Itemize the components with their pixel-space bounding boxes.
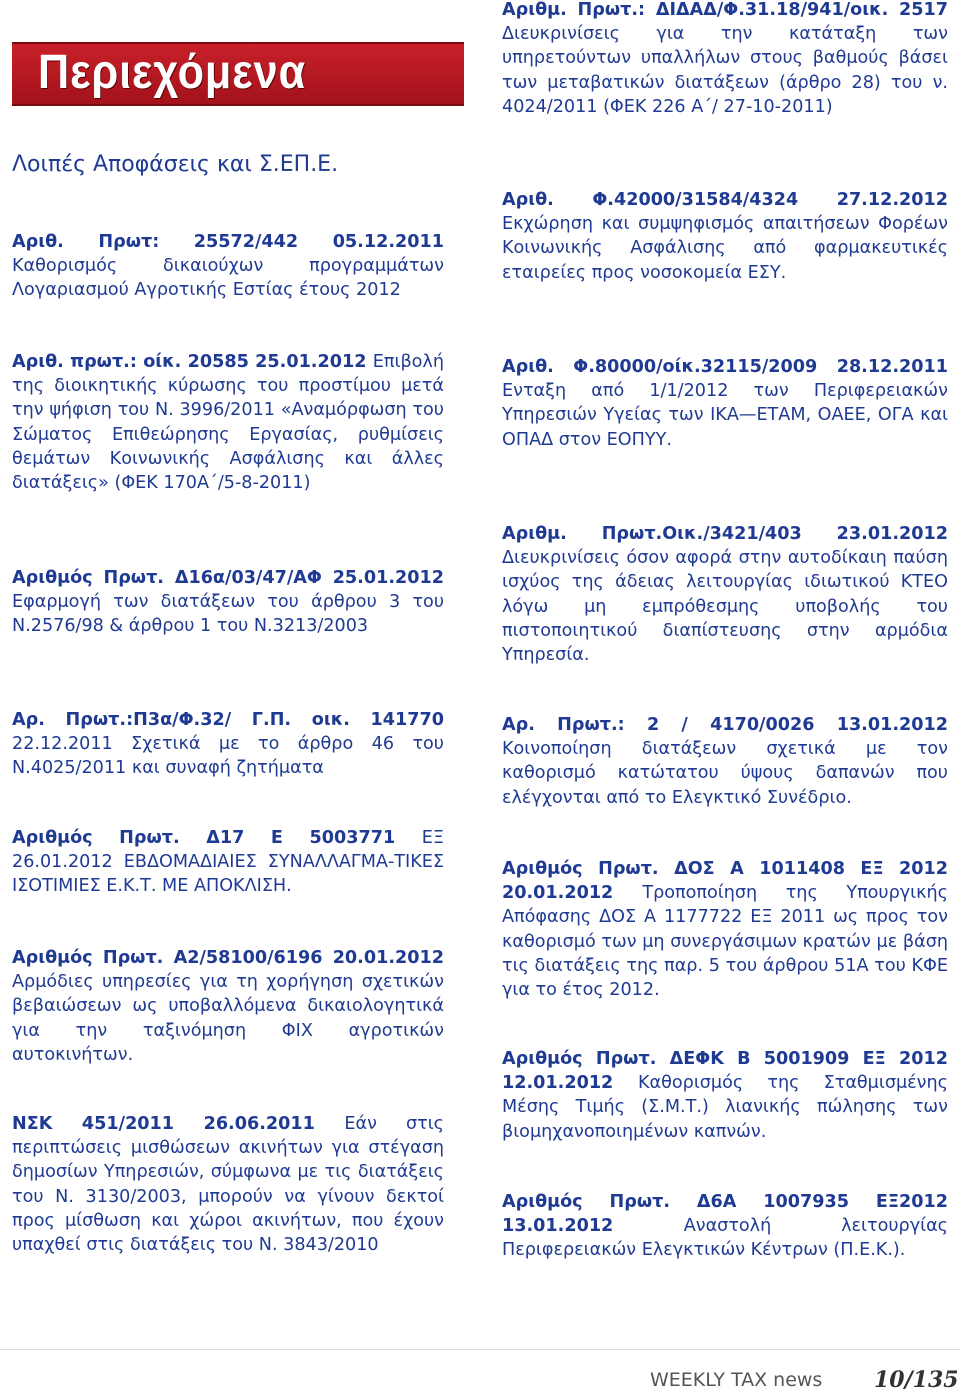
entry-reference: Αριθ. Φ.80000/οίκ.32115/2009 28.12.2011 (502, 357, 948, 377)
entry-reference: ΝΣΚ 451/2011 26.06.2011 (12, 1114, 345, 1134)
list-item[interactable] (502, 522, 948, 667)
list-item[interactable] (12, 350, 444, 495)
entry-reference: Αριθ. πρωτ.: οίκ. 20585 25.01.2012 (12, 352, 373, 372)
entry-reference: Αριθμ. Πρωτ.Οικ./3421/403 23.01.2012 (502, 524, 948, 544)
list-item[interactable] (12, 230, 444, 303)
list-item[interactable] (502, 857, 948, 1002)
entry-description: Επιβολή της διοικητικής κύρωσης του προστίμου μετά την ψήφιση του Ν. 3996/2011 «Αναμόρφωση του Σώματος Επιθεώρησης Εργασίας, ρυθμίσεις θεμάτων Κοινωνικής Ασφάλισης και άλλες διατάξεις» (ΦΕΚ 170Α΄/5-8-2011) (12, 352, 444, 494)
banner-title: Περιεχόμενα (38, 46, 307, 99)
entry-reference: Αριθμός Πρωτ. Δ17 Ε 5003771 (12, 828, 422, 848)
list-item[interactable] (12, 708, 444, 781)
entry-description: Διευκρινίσεις για την κατάταξη των υπηρετούντων υπαλλήλων στους βαθμούς βάσει των μεταβατικών διατάξεων (άρθρο 28) του ν. 4024/2011 (ΦΕΚ 226 Α΄/ 27-10-2011) (502, 24, 948, 117)
page-number: 10/135 (874, 1367, 959, 1393)
list-item[interactable] (502, 713, 948, 810)
entry-description: Αρμόδιες υπηρεσίες για τη χορήγηση σχετικών βεβαιώσεων ως υποβαλλόμενα δικαιολογητικά για την ταξινόμηση ΦΙΧ αγροτικών αυτοκινήτων. (12, 972, 444, 1065)
entry-description: Ενταξη από 1/1/2012 των Περιφερειακών Υπηρεσιών Υγείας των ΙΚΑ—ΕΤΑΜ, ΟΑΕΕ, ΟΓΑ και ΟΠΑΔ στον ΕΟΠΥΥ. (502, 381, 948, 450)
entry-description: Διευκρινίσεις όσον αφορά στην αυτοδίκαιη παύση ισχύος της άδειας λειτουργίας ιδιωτικού ΚΤΕΟ λόγω μη εμπρόθεσμης υποβολής του πιστοποιητικού διαπίστευσης στην αρμόδια Υπηρεσία. (502, 548, 948, 666)
entry-reference: Αριθμ. Πρωτ.: ΔΙΔΑΔ/Φ.31.18/941/οικ. 2517 (502, 0, 948, 20)
entry-description: Κοινοποίηση διατάξεων σχετικά με τον καθορισμό κατώτατου ύψους δαπανών που ελέγχονται από το Ελεγκτικό Συνέδριο. (502, 739, 948, 808)
entry-description: Αναστολή λειτουργίας Περιφερειακών Ελεγκτικών Κέντρων (Π.Ε.Κ.). (502, 1216, 948, 1261)
entry-description: Εφαρμογή των διατάξεων του άρθρου 3 του Ν.2576/98 & άρθρου 1 του Ν.3213/2003 (12, 592, 444, 637)
list-item[interactable] (502, 0, 948, 119)
entry-reference: Αριθμός Πρωτ. Α2/58100/6196 20.01.2012 (12, 948, 444, 968)
entry-description: 22.12.2011 Σχετικά με το άρθρο 46 του Ν.4025/2011 και συναφή ζητήματα (12, 734, 444, 779)
list-item[interactable] (502, 1047, 948, 1144)
entry-description: Καθορισμός της Σταθμισμένης Μέσης Τιμής (Σ.Μ.Τ.) λιανικής πώλησης των βιομηχανοποιημένων καπνών. (502, 1073, 948, 1142)
list-item[interactable] (502, 355, 948, 452)
entry-reference: Αριθμός Πρωτ. ΔΟΣ Α 1011408 ΕΞ 2012 20.01.2012 (502, 859, 948, 904)
entry-description: Εάν στις περιπτώσεις μισθώσεων ακινήτων για στέγαση δημοσίων Υπηρεσιών, σύμφωνα με τις διατάξεις του Ν. 3130/2003, μπορούν να γίνουν δεκτοί προς μίσθωση και χώροι ακινήτων, που έχουν υπαχθεί στις διατάξεις του Ν. 3843/2010 (12, 1114, 444, 1256)
entry-description: Καθορισμός δικαιούχων προγραμμάτων Λογαριασμού Αγροτικής Εστίας έτους 2012 (12, 256, 444, 301)
entry-reference: Αριθμός Πρωτ. Δ6Α 1007935 ΕΞ2012 13.01.2012 (502, 1192, 948, 1237)
publication-name: WEEKLY TAX news (650, 1369, 823, 1391)
entry-reference: Αριθμός Πρωτ. Δ16α/03/47/ΑΦ 25.01.2012 (12, 568, 444, 588)
contents-banner (12, 42, 464, 106)
list-item[interactable] (12, 566, 444, 639)
list-item[interactable] (12, 1112, 444, 1257)
entry-reference: Αριθ. Πρωτ: 25572/442 05.12.2011 (12, 232, 444, 252)
entry-description: Εκχώρηση και συμψηφισμός απαιτήσεων Φορέων Κοινωνικής Ασφάλισης από φαρμακευτικές εταιρείες προς νοσοκομεία ΕΣΥ. (502, 214, 948, 283)
entry-reference: Αριθ. Φ.42000/31584/4324 27.12.2012 (502, 190, 948, 210)
entry-reference: Αρ. Πρωτ.: 2 / 4170/0026 13.01.2012 (502, 715, 948, 735)
list-item[interactable] (502, 188, 948, 285)
list-item[interactable] (12, 826, 444, 899)
section-title: Λοιπές Αποφάσεις και Σ.ΕΠ.Ε. (12, 152, 339, 177)
entry-description: Τροποποίηση της Υπουργικής Απόφασης ΔΟΣ Α 1177722 ΕΞ 2011 ως προς τον καθορισμό των μη συνεργάσιμων κρατών με βάση τις διατάξεις της παρ. 5 του άρθρου 51Α του ΚΦΕ για το έτος 2012. (502, 883, 948, 1001)
footer-divider (0, 1349, 960, 1350)
entry-description: ΕΞ 26.01.2012 ΕΒΔΟΜΑΔΙΑΙΕΣ ΣΥΝΑΛΛΑΓΜΑ-ΤΙΚΕΣ ΙΣΟΤΙΜΙΕΣ Ε.Κ.Τ. ΜΕ ΑΠΟΚΛΙΣΗ. (12, 828, 444, 897)
entry-reference: Αριθμός Πρωτ. ΔΕΦΚ Β 5001909 ΕΞ 2012 12.01.2012 (502, 1049, 948, 1094)
entry-reference: Αρ. Πρωτ.:Π3α/Φ.32/ Γ.Π. οικ. 141770 (12, 710, 444, 730)
list-item[interactable] (502, 1190, 948, 1263)
list-item[interactable] (12, 946, 444, 1067)
